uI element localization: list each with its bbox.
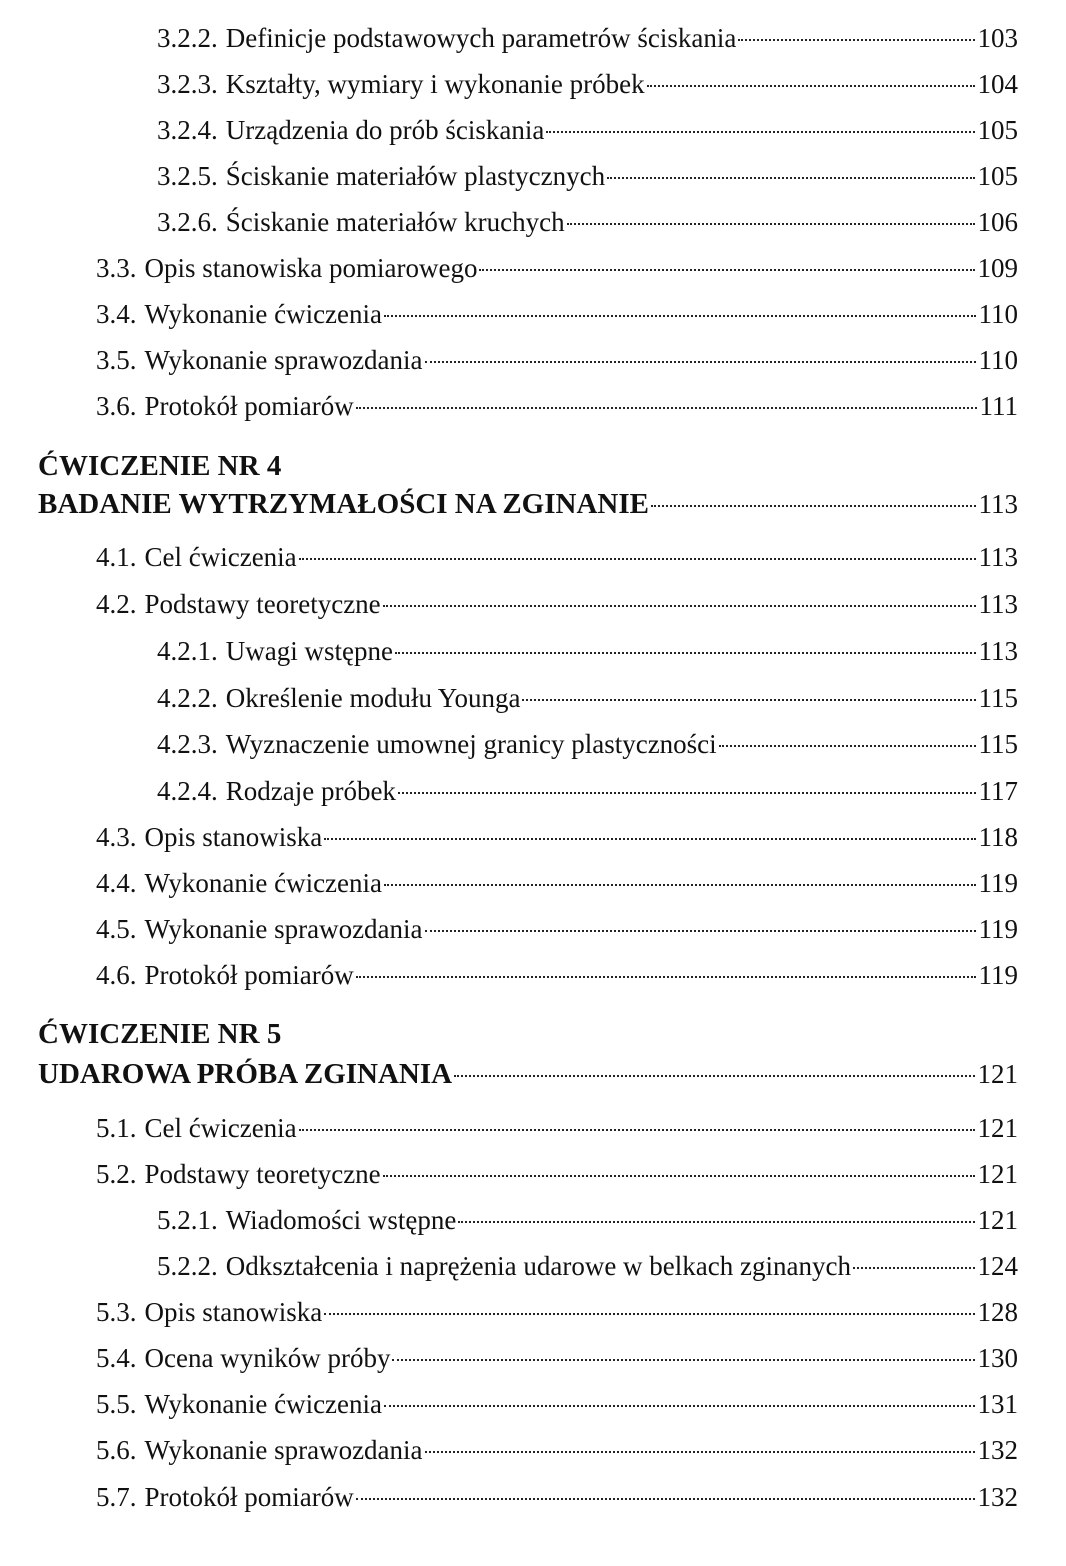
entry-page: 109 xyxy=(977,253,1018,283)
entry-number: 5.6. xyxy=(96,1435,137,1465)
entry-title: Wykonanie ćwiczenia xyxy=(144,868,383,898)
entry-number: 5.2.2. xyxy=(157,1251,218,1281)
toc-entry xyxy=(157,728,1018,760)
chapter-4-label: ĆWICZENIE NR 4 xyxy=(38,450,282,482)
entry-title: Cel ćwiczenia xyxy=(144,542,297,572)
entry-title: Określenie modułu Younga xyxy=(225,683,521,713)
entry-page: 104 xyxy=(977,69,1018,99)
entry-number: 3.2.4. xyxy=(157,115,218,145)
dot-leader xyxy=(299,558,976,560)
toc-entry xyxy=(96,1388,1018,1420)
toc-entry xyxy=(96,959,1018,991)
entry-number: 3.2.6. xyxy=(157,207,218,237)
entry-title: Uwagi wstępne xyxy=(225,636,393,666)
entry-number: 3.2.2. xyxy=(157,23,218,53)
chapter-5-title-line xyxy=(38,1056,1018,1092)
dot-leader xyxy=(356,976,976,978)
chapter-5-title: UDAROWA PRÓBA ZGINANIA xyxy=(38,1058,453,1090)
toc-entry xyxy=(157,1204,1018,1236)
entry-title: Urządzenia do prób ściskania xyxy=(225,115,545,145)
entry-title: Opis stanowiska xyxy=(144,822,323,852)
entry-page: 111 xyxy=(979,391,1018,421)
entry-title: Wykonanie ćwiczenia xyxy=(144,299,383,329)
entry-page: 113 xyxy=(978,542,1018,572)
entry-title: Podstawy teoretyczne xyxy=(144,1159,381,1189)
toc-entry xyxy=(96,867,1018,899)
entry-title: Ściskanie materiałów kruchych xyxy=(225,207,565,237)
dot-leader xyxy=(384,315,975,317)
entry-number: 5.5. xyxy=(96,1389,137,1419)
entry-title: Cel ćwiczenia xyxy=(144,1113,297,1143)
entry-number: 3.5. xyxy=(96,345,137,375)
entry-page: 130 xyxy=(977,1343,1018,1373)
dot-leader xyxy=(356,1498,975,1500)
entry-page: 119 xyxy=(978,868,1018,898)
entry-title: Wykonanie sprawozdania xyxy=(144,1435,423,1465)
toc-entry xyxy=(157,68,1018,100)
dot-leader xyxy=(647,85,975,87)
dot-leader xyxy=(398,792,976,794)
toc-entry xyxy=(157,160,1018,192)
dot-leader xyxy=(425,930,976,932)
toc-entry xyxy=(96,1434,1018,1466)
entry-title: Wykonanie ćwiczenia xyxy=(144,1389,383,1419)
entry-page: 119 xyxy=(978,960,1018,990)
entry-page: 105 xyxy=(977,115,1018,145)
toc-entry xyxy=(96,821,1018,853)
toc-entry xyxy=(96,1296,1018,1328)
entry-number: 4.2.3. xyxy=(157,729,218,759)
entry-title: Wyznaczenie umownej granicy plastyczności xyxy=(225,729,717,759)
dot-leader xyxy=(853,1267,975,1269)
dot-leader xyxy=(425,361,976,363)
entry-title: Protokół pomiarów xyxy=(144,1482,354,1512)
dot-leader xyxy=(719,745,976,747)
chapter-5-label: ĆWICZENIE NR 5 xyxy=(38,1018,282,1050)
toc-entry xyxy=(96,541,1018,573)
toc-entry xyxy=(96,913,1018,945)
dot-leader xyxy=(738,39,974,41)
dot-leader xyxy=(479,269,974,271)
dot-leader xyxy=(383,605,976,607)
entry-number: 3.2.3. xyxy=(157,69,218,99)
entry-title: Protokół pomiarów xyxy=(144,391,354,421)
dot-leader xyxy=(384,884,975,886)
dot-leader xyxy=(425,1451,975,1453)
entry-title: Kształty, wymiary i wykonanie próbek xyxy=(225,69,645,99)
entry-number: 4.5. xyxy=(96,914,137,944)
entry-page: 103 xyxy=(977,23,1018,53)
toc-entry xyxy=(157,114,1018,146)
entry-title: Ocena wyników próby xyxy=(144,1343,391,1373)
chapter-4-title-line xyxy=(38,486,1018,522)
entry-number: 4.2.1. xyxy=(157,636,218,666)
toc-entry xyxy=(96,1342,1018,1374)
entry-title: Definicje podstawowych parametrów ściskania xyxy=(225,23,737,53)
toc-entry xyxy=(96,252,1018,284)
entry-page: 121 xyxy=(977,1159,1018,1189)
toc-entry xyxy=(96,1158,1018,1190)
entry-number: 4.3. xyxy=(96,822,137,852)
entry-number: 4.2.4. xyxy=(157,776,218,806)
entry-page: 121 xyxy=(977,1205,1018,1235)
dot-leader xyxy=(607,177,974,179)
entry-title: Rodzaje próbek xyxy=(225,776,396,806)
dot-leader xyxy=(651,505,976,507)
toc-entry xyxy=(96,344,1018,376)
entry-page: 113 xyxy=(978,636,1018,666)
dot-leader xyxy=(299,1129,975,1131)
entry-title: Wiadomości wstępne xyxy=(225,1205,457,1235)
dot-leader xyxy=(392,1359,974,1361)
entry-title: Opis stanowiska xyxy=(144,1297,323,1327)
entry-page: 115 xyxy=(978,683,1018,713)
entry-page: 131 xyxy=(977,1389,1018,1419)
entry-title: Wykonanie sprawozdania xyxy=(144,345,423,375)
entry-number: 5.3. xyxy=(96,1297,137,1327)
entry-page: 115 xyxy=(978,729,1018,759)
dot-leader xyxy=(384,1405,974,1407)
entry-number: 5.2. xyxy=(96,1159,137,1189)
entry-number: 5.7. xyxy=(96,1482,137,1512)
entry-number: 5.1. xyxy=(96,1113,137,1143)
entry-number: 3.2.5. xyxy=(157,161,218,191)
entry-title: Ściskanie materiałów plastycznych xyxy=(225,161,606,191)
entry-page: 119 xyxy=(978,914,1018,944)
entry-page: 110 xyxy=(978,345,1018,375)
entry-number: 3.6. xyxy=(96,391,137,421)
entry-page: 132 xyxy=(977,1435,1018,1465)
entry-title: Podstawy teoretyczne xyxy=(144,589,381,619)
toc-entry xyxy=(96,1112,1018,1144)
dot-leader xyxy=(395,652,976,654)
dot-leader xyxy=(454,1075,974,1077)
entry-number: 4.2. xyxy=(96,589,137,619)
dot-leader xyxy=(383,1175,975,1177)
dot-leader xyxy=(567,223,975,225)
chapter-5-page: 121 xyxy=(977,1059,1018,1089)
dot-leader xyxy=(324,838,975,840)
dot-leader xyxy=(356,407,977,409)
entry-number: 5.4. xyxy=(96,1343,137,1373)
toc-entry xyxy=(96,390,1018,422)
entry-page: 128 xyxy=(977,1297,1018,1327)
dot-leader xyxy=(522,699,975,701)
toc-entry xyxy=(96,1481,1018,1513)
chapter-4-title: BADANIE WYTRZYMAŁOŚCI NA ZGINANIE xyxy=(38,488,649,520)
entry-title: Wykonanie sprawozdania xyxy=(144,914,423,944)
toc-entry xyxy=(157,775,1018,807)
dot-leader xyxy=(546,131,974,133)
toc-entry xyxy=(96,588,1018,620)
toc-entry xyxy=(96,298,1018,330)
entry-page: 118 xyxy=(978,822,1018,852)
entry-number: 5.2.1. xyxy=(157,1205,218,1235)
entry-page: 106 xyxy=(977,207,1018,237)
entry-title: Odkształcenia i naprężenia udarowe w belkach zginanych xyxy=(225,1251,851,1281)
entry-page: 124 xyxy=(977,1251,1018,1281)
entry-page: 132 xyxy=(977,1482,1018,1512)
entry-number: 4.6. xyxy=(96,960,137,990)
entry-title: Protokół pomiarów xyxy=(144,960,354,990)
entry-page: 113 xyxy=(978,589,1018,619)
entry-number: 4.2.2. xyxy=(157,683,218,713)
chapter-4-page: 113 xyxy=(978,489,1018,519)
entry-page: 105 xyxy=(977,161,1018,191)
toc-entry xyxy=(157,206,1018,238)
toc-entry xyxy=(157,635,1018,667)
toc-entry xyxy=(157,682,1018,714)
toc-entry xyxy=(157,22,1018,54)
entry-number: 3.3. xyxy=(96,253,137,283)
entry-page: 117 xyxy=(978,776,1018,806)
dot-leader xyxy=(324,1313,974,1315)
entry-page: 121 xyxy=(977,1113,1018,1143)
entry-number: 4.4. xyxy=(96,868,137,898)
entry-page: 110 xyxy=(978,299,1018,329)
entry-title: Opis stanowiska pomiarowego xyxy=(144,253,478,283)
entry-number: 4.1. xyxy=(96,542,137,572)
dot-leader xyxy=(458,1221,974,1223)
toc-entry xyxy=(157,1250,1018,1282)
entry-number: 3.4. xyxy=(96,299,137,329)
